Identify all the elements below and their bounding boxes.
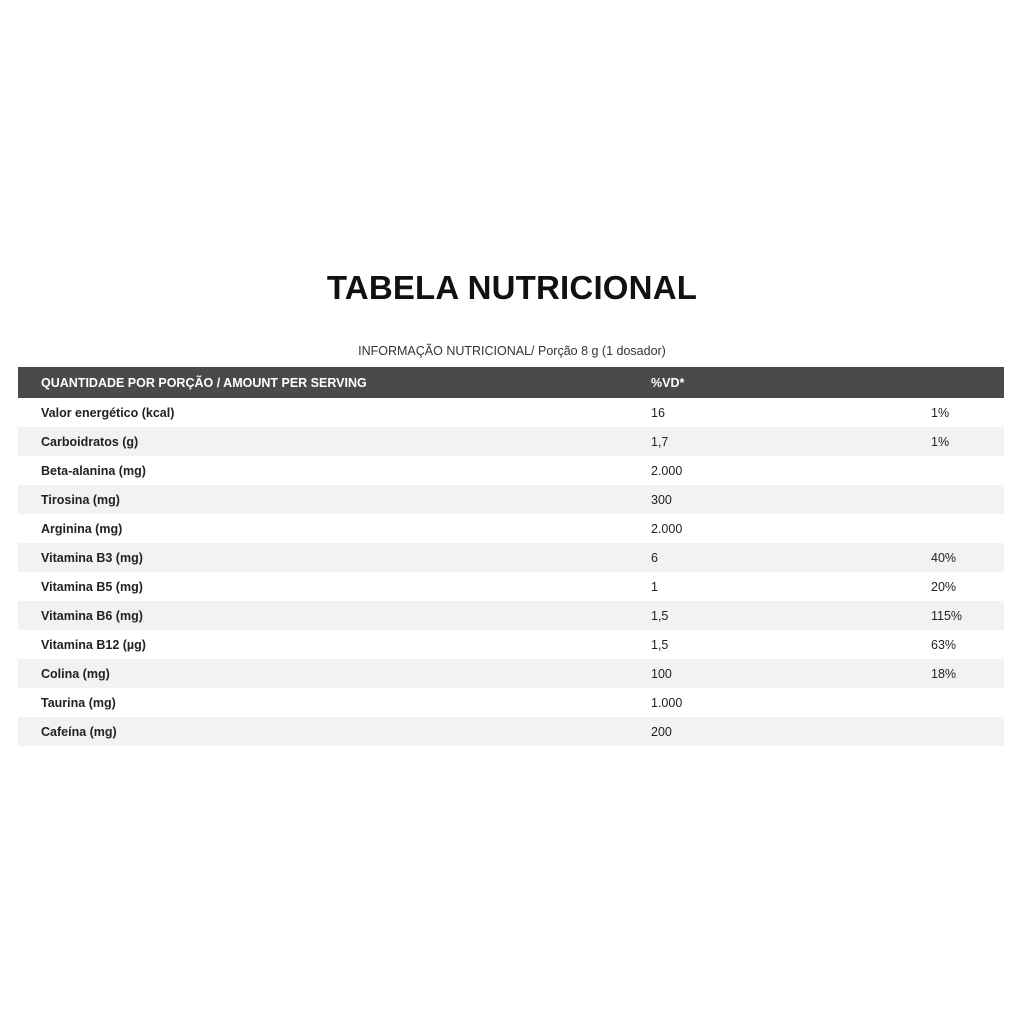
header-row	[18, 367, 1004, 398]
row-vd	[931, 485, 1004, 514]
table-row	[18, 398, 1004, 427]
row-amount: 300	[651, 485, 931, 514]
row-amount: 200	[651, 717, 931, 746]
row-vd: 63%	[931, 637, 957, 652]
row-vd	[931, 688, 1004, 717]
table-row	[18, 543, 1004, 572]
row-name: Beta-alanina (mg)	[41, 463, 146, 478]
row-name: Vitamina B3 (mg)	[18, 543, 651, 572]
row-amount: 1,5	[651, 637, 669, 652]
table-row	[18, 514, 1004, 543]
row-vd: 18%	[931, 659, 1004, 688]
nutrition-table	[18, 367, 1004, 746]
row-vd: 115%	[931, 601, 1004, 630]
table-row	[18, 659, 1004, 688]
row-amount: 2.000	[651, 521, 683, 536]
table-row	[18, 456, 1004, 485]
row-name: Arginina (mg)	[41, 521, 123, 536]
row-name: Vitamina B5 (mg)	[41, 579, 143, 594]
row-name: Taurina (mg)	[41, 695, 116, 710]
row-name: Carboidratos (g)	[18, 427, 651, 456]
row-name: Vitamina B12 (µg)	[41, 637, 146, 652]
row-amount: 1,7	[651, 427, 931, 456]
row-amount: 2.000	[651, 463, 683, 478]
row-vd: 1%	[931, 427, 1004, 456]
table-header	[18, 367, 1004, 398]
header-extra	[931, 367, 1004, 398]
page-title: TABELA NUTRICIONAL	[326, 269, 698, 306]
table-row	[18, 572, 1004, 601]
row-amount: 1.000	[651, 695, 683, 710]
row-amount: 1	[651, 579, 658, 594]
row-vd: 1%	[931, 405, 950, 420]
row-vd: 40%	[931, 543, 1004, 572]
row-amount: 100	[651, 659, 931, 688]
row-name: Cafeína (mg)	[18, 717, 651, 746]
table-row	[18, 630, 1004, 659]
row-name: Valor energético (kcal)	[41, 405, 175, 420]
table-row	[18, 427, 1004, 456]
header-quantity: QUANTIDADE POR PORÇÃO / AMOUNT PER SERVING	[18, 367, 651, 398]
table-body	[18, 398, 1004, 746]
row-vd: 20%	[931, 579, 957, 594]
row-amount: 16	[651, 405, 665, 420]
header-vd: %VD*	[651, 367, 931, 398]
row-amount: 6	[651, 543, 931, 572]
row-name: Tirosina (mg)	[18, 485, 651, 514]
table-row	[18, 485, 1004, 514]
row-name: Colina (mg)	[18, 659, 651, 688]
row-vd	[931, 717, 1004, 746]
row-vd	[931, 456, 1004, 485]
table-row	[18, 601, 1004, 630]
table-caption: INFORMAÇÃO NUTRICIONAL/ Porção 8 g (1 dosador)	[358, 344, 666, 358]
row-vd	[931, 514, 1004, 543]
table-row	[18, 688, 1004, 717]
table-row	[18, 717, 1004, 746]
row-amount: 1,5	[651, 601, 931, 630]
row-name: Vitamina B6 (mg)	[18, 601, 651, 630]
